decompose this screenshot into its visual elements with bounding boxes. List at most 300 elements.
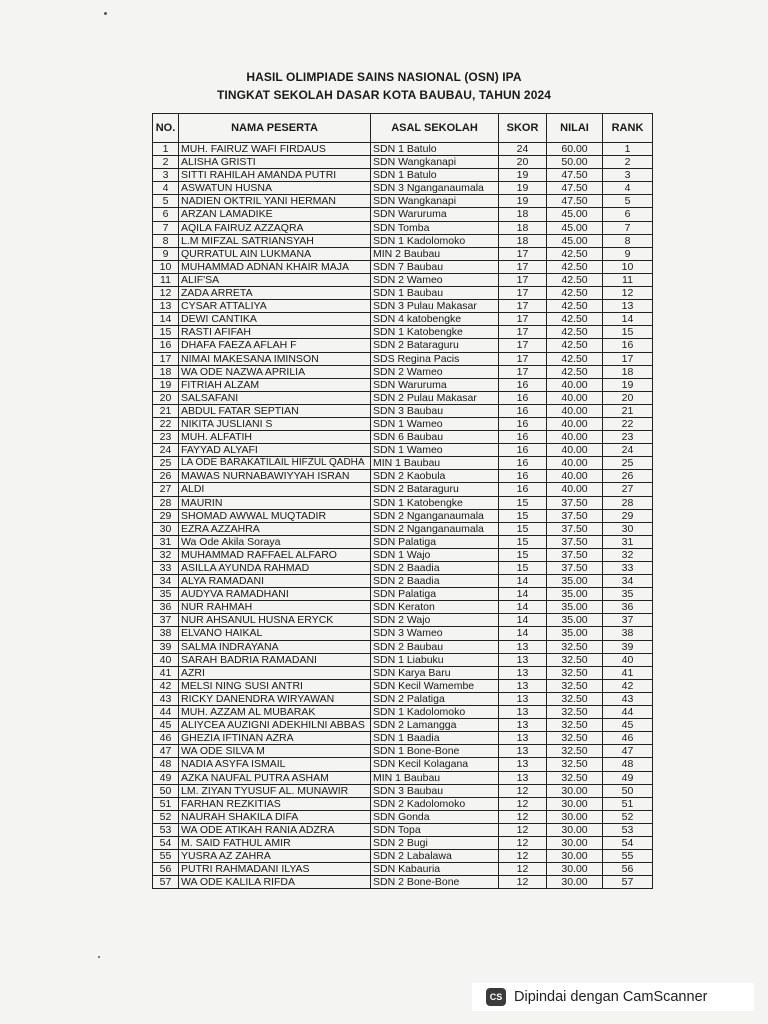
score-value: 16	[499, 404, 547, 417]
grade-value: 32.50	[547, 732, 603, 745]
row-number: 50	[153, 784, 179, 797]
grade-value: 40.00	[547, 391, 603, 404]
row-number: 30	[153, 522, 179, 535]
row-number: 5	[153, 195, 179, 208]
table-row	[153, 732, 653, 745]
participant-name: MAURIN	[179, 496, 371, 509]
score-value: 18	[499, 208, 547, 221]
grade-value: 42.50	[547, 287, 603, 300]
rank-value: 23	[603, 431, 653, 444]
rank-value: 31	[603, 535, 653, 548]
row-number: 40	[153, 653, 179, 666]
participant-name: WA ODE SILVA M	[179, 745, 371, 758]
score-value: 13	[499, 771, 547, 784]
school-name: SDN 1 Bone-Bone	[371, 745, 499, 758]
score-value: 15	[499, 535, 547, 548]
participant-name: ALYA RAMADANI	[179, 575, 371, 588]
rank-value: 55	[603, 850, 653, 863]
row-number: 43	[153, 692, 179, 705]
score-value: 17	[499, 260, 547, 273]
row-number: 36	[153, 601, 179, 614]
rank-value: 25	[603, 457, 653, 470]
rank-value: 18	[603, 365, 653, 378]
table-row	[153, 483, 653, 496]
rank-value: 44	[603, 706, 653, 719]
table-row	[153, 195, 653, 208]
grade-value: 32.50	[547, 692, 603, 705]
row-number: 7	[153, 221, 179, 234]
score-value: 13	[499, 666, 547, 679]
table-row	[153, 850, 653, 863]
participant-name: ALIYCEA AUZIGNI ADEKHILNI ABBAS	[179, 719, 371, 732]
participant-name: GHEZIA IFTINAN AZRA	[179, 732, 371, 745]
row-number: 4	[153, 182, 179, 195]
row-number: 29	[153, 509, 179, 522]
grade-value: 30.00	[547, 797, 603, 810]
score-value: 18	[499, 221, 547, 234]
participant-name: SHOMAD AWWAL MUQTADIR	[179, 509, 371, 522]
row-number: 57	[153, 876, 179, 889]
table-row	[153, 601, 653, 614]
grade-value: 40.00	[547, 470, 603, 483]
score-value: 17	[499, 352, 547, 365]
participant-name: WA ODE NAZWA APRILIA	[179, 365, 371, 378]
grade-value: 50.00	[547, 156, 603, 169]
participant-name: ABDUL FATAR SEPTIAN	[179, 404, 371, 417]
row-number: 56	[153, 863, 179, 876]
row-number: 3	[153, 169, 179, 182]
school-name: SDN Kecil Kolagana	[371, 758, 499, 771]
score-value: 13	[499, 732, 547, 745]
row-number: 20	[153, 391, 179, 404]
grade-value: 37.50	[547, 548, 603, 561]
rank-value: 52	[603, 810, 653, 823]
grade-value: 37.50	[547, 509, 603, 522]
score-value: 17	[499, 247, 547, 260]
school-name: SDN 1 Katobengke	[371, 326, 499, 339]
table-row	[153, 234, 653, 247]
table-row	[153, 758, 653, 771]
school-name: SDN Wangkanapi	[371, 195, 499, 208]
table-row	[153, 666, 653, 679]
row-number: 12	[153, 287, 179, 300]
rank-value: 30	[603, 522, 653, 535]
participant-name: FAYYAD ALYAFI	[179, 444, 371, 457]
table-body	[153, 143, 653, 889]
grade-value: 42.50	[547, 326, 603, 339]
rank-value: 54	[603, 836, 653, 849]
school-name: SDN Waruruma	[371, 208, 499, 221]
school-name: SDN 2 Bataraguru	[371, 339, 499, 352]
school-name: SDN 1 Batulo	[371, 143, 499, 156]
header-score: SKOR	[499, 114, 547, 143]
grade-value: 32.50	[547, 706, 603, 719]
grade-value: 32.50	[547, 653, 603, 666]
grade-value: 45.00	[547, 208, 603, 221]
participant-name: SARAH BADRIA RAMADANI	[179, 653, 371, 666]
header-no: NO.	[153, 114, 179, 143]
participant-name: MELSI NING SUSI ANTRI	[179, 679, 371, 692]
school-name: SDN 1 Katobengke	[371, 496, 499, 509]
participant-name: MUH. FAIRUZ WAFI FIRDAUS	[179, 143, 371, 156]
school-name: MIN 1 Baubau	[371, 771, 499, 784]
participant-name: NIMAI MAKESANA IMINSON	[179, 352, 371, 365]
grade-value: 47.50	[547, 169, 603, 182]
row-number: 25	[153, 457, 179, 470]
table-row	[153, 208, 653, 221]
school-name: SDN Kabauria	[371, 863, 499, 876]
grade-value: 40.00	[547, 457, 603, 470]
participant-name: Wa Ode Akila Soraya	[179, 535, 371, 548]
table-row	[153, 719, 653, 732]
school-name: SDN 2 Bugi	[371, 836, 499, 849]
table-row	[153, 535, 653, 548]
grade-value: 42.50	[547, 313, 603, 326]
score-value: 13	[499, 640, 547, 653]
grade-value: 42.50	[547, 339, 603, 352]
score-value: 17	[499, 273, 547, 286]
row-number: 42	[153, 679, 179, 692]
rank-value: 19	[603, 378, 653, 391]
school-name: SDN 2 Wajo	[371, 614, 499, 627]
rank-value: 17	[603, 352, 653, 365]
school-name: SDN Gonda	[371, 810, 499, 823]
score-value: 16	[499, 391, 547, 404]
grade-value: 32.50	[547, 745, 603, 758]
row-number: 13	[153, 300, 179, 313]
row-number: 47	[153, 745, 179, 758]
grade-value: 47.50	[547, 182, 603, 195]
rank-value: 50	[603, 784, 653, 797]
grade-value: 40.00	[547, 378, 603, 391]
score-value: 13	[499, 706, 547, 719]
results-table	[152, 113, 653, 889]
participant-name: PUTRI RAHMADANI ILYAS	[179, 863, 371, 876]
grade-value: 42.50	[547, 273, 603, 286]
score-value: 13	[499, 692, 547, 705]
table-row	[153, 156, 653, 169]
table-row	[153, 273, 653, 286]
school-name: SDN 3 Pulau Makasar	[371, 300, 499, 313]
table-row	[153, 614, 653, 627]
rank-value: 41	[603, 666, 653, 679]
row-number: 44	[153, 706, 179, 719]
score-value: 13	[499, 758, 547, 771]
grade-value: 30.00	[547, 876, 603, 889]
participant-name: ALIF'SA	[179, 273, 371, 286]
rank-value: 7	[603, 221, 653, 234]
participant-name: MAWAS NURNABAWIYYAH ISRAN	[179, 470, 371, 483]
table-row	[153, 588, 653, 601]
row-number: 32	[153, 548, 179, 561]
participant-name: ALDI	[179, 483, 371, 496]
rank-value: 34	[603, 575, 653, 588]
participant-name: RASTI AFIFAH	[179, 326, 371, 339]
score-value: 14	[499, 601, 547, 614]
participant-name: MUHAMMAD RAFFAEL ALFARO	[179, 548, 371, 561]
participant-name: LM. ZIYAN TYUSUF AL. MUNAWIR	[179, 784, 371, 797]
rank-value: 36	[603, 601, 653, 614]
row-number: 35	[153, 588, 179, 601]
grade-value: 30.00	[547, 810, 603, 823]
score-value: 12	[499, 823, 547, 836]
table-row	[153, 548, 653, 561]
participant-name: ZADA ARRETA	[179, 287, 371, 300]
watermark-label: Dipindai dengan CamScanner	[514, 989, 708, 1005]
score-value: 14	[499, 575, 547, 588]
rank-value: 27	[603, 483, 653, 496]
school-name: SDN Topa	[371, 823, 499, 836]
grade-value: 42.50	[547, 352, 603, 365]
header-value: NILAI	[547, 114, 603, 143]
rank-value: 26	[603, 470, 653, 483]
school-name: SDN 2 Kadolomoko	[371, 797, 499, 810]
table-row	[153, 417, 653, 430]
row-number: 23	[153, 431, 179, 444]
table-row	[153, 313, 653, 326]
table-row	[153, 444, 653, 457]
grade-value: 30.00	[547, 850, 603, 863]
school-name: SDN Tomba	[371, 221, 499, 234]
score-value: 15	[499, 562, 547, 575]
rank-value: 5	[603, 195, 653, 208]
school-name: SDN 7 Baubau	[371, 260, 499, 273]
table-row	[153, 326, 653, 339]
grade-value: 30.00	[547, 823, 603, 836]
table-row	[153, 706, 653, 719]
score-value: 17	[499, 326, 547, 339]
grade-value: 42.50	[547, 247, 603, 260]
rank-value: 33	[603, 562, 653, 575]
participant-name: SALSAFANI	[179, 391, 371, 404]
table-row	[153, 457, 653, 470]
school-name: SDN 1 Baubau	[371, 287, 499, 300]
rank-value: 14	[603, 313, 653, 326]
row-number: 14	[153, 313, 179, 326]
rank-value: 48	[603, 758, 653, 771]
score-value: 12	[499, 797, 547, 810]
participant-name: DHAFA FAEZA AFLAH F	[179, 339, 371, 352]
table-row	[153, 627, 653, 640]
grade-value: 35.00	[547, 601, 603, 614]
participant-name: WA ODE ATIKAH RANIA ADZRA	[179, 823, 371, 836]
table-row	[153, 496, 653, 509]
table-row	[153, 365, 653, 378]
table-row	[153, 640, 653, 653]
score-value: 16	[499, 444, 547, 457]
score-value: 24	[499, 143, 547, 156]
rank-value: 4	[603, 182, 653, 195]
grade-value: 47.50	[547, 195, 603, 208]
score-value: 12	[499, 810, 547, 823]
row-number: 55	[153, 850, 179, 863]
school-name: SDN 2 Bone-Bone	[371, 876, 499, 889]
row-number: 39	[153, 640, 179, 653]
row-number: 8	[153, 234, 179, 247]
grade-value: 37.50	[547, 522, 603, 535]
table-row	[153, 247, 653, 260]
score-value: 15	[499, 509, 547, 522]
school-name: SDN 1 Wameo	[371, 444, 499, 457]
participant-name: MUH. ALFATIH	[179, 431, 371, 444]
participant-name: WA ODE KALILA RIFDA	[179, 876, 371, 889]
grade-value: 32.50	[547, 666, 603, 679]
school-name: SDN Waruruma	[371, 378, 499, 391]
grade-value: 32.50	[547, 758, 603, 771]
score-value: 16	[499, 483, 547, 496]
grade-value: 30.00	[547, 836, 603, 849]
participant-name: L.M MIFZAL SATRIANSYAH	[179, 234, 371, 247]
rank-value: 9	[603, 247, 653, 260]
table-row	[153, 182, 653, 195]
table-row	[153, 339, 653, 352]
school-name: SDN Palatiga	[371, 588, 499, 601]
rank-value: 40	[603, 653, 653, 666]
table-row	[153, 823, 653, 836]
score-value: 12	[499, 863, 547, 876]
participant-name: ALISHA GRISTI	[179, 156, 371, 169]
rank-value: 53	[603, 823, 653, 836]
row-number: 37	[153, 614, 179, 627]
score-value: 16	[499, 457, 547, 470]
participant-name: ASWATUN HUSNA	[179, 182, 371, 195]
participant-name: AUDYVA RAMADHANI	[179, 588, 371, 601]
grade-value: 37.50	[547, 535, 603, 548]
rank-value: 56	[603, 863, 653, 876]
participant-name: FARHAN REZKITIAS	[179, 797, 371, 810]
grade-value: 32.50	[547, 640, 603, 653]
participant-name: NUR AHSANUL HUSNA ERYCK	[179, 614, 371, 627]
row-number: 49	[153, 771, 179, 784]
table-row	[153, 509, 653, 522]
participant-name: FITRIAH ALZAM	[179, 378, 371, 391]
participant-name: NAURAH SHAKILA DIFA	[179, 810, 371, 823]
document-title: HASIL OLIMPIADE SAINS NASIONAL (OSN) IPA	[246, 70, 522, 84]
header-name: NAMA PESERTA	[179, 114, 371, 143]
row-number: 16	[153, 339, 179, 352]
grade-value: 45.00	[547, 221, 603, 234]
rank-value: 11	[603, 273, 653, 286]
row-number: 54	[153, 836, 179, 849]
participant-name: NIKITA JUSLIANI S	[179, 417, 371, 430]
grade-value: 35.00	[547, 614, 603, 627]
school-name: SDN Kecil Wamembe	[371, 679, 499, 692]
rank-value: 57	[603, 876, 653, 889]
row-number: 19	[153, 378, 179, 391]
row-number: 24	[153, 444, 179, 457]
score-value: 13	[499, 745, 547, 758]
school-name: SDN 2 Wameo	[371, 365, 499, 378]
camscanner-watermark	[472, 983, 754, 1011]
score-value: 13	[499, 653, 547, 666]
grade-value: 40.00	[547, 483, 603, 496]
participant-name: SITTI RAHILAH AMANDA PUTRI	[179, 169, 371, 182]
camscanner-icon: CS	[486, 988, 506, 1006]
table-row	[153, 771, 653, 784]
participant-name: M. SAID FATHUL AMIR	[179, 836, 371, 849]
school-name: SDN 3 Nganganaumala	[371, 182, 499, 195]
school-name: SDN 2 Pulau Makasar	[371, 391, 499, 404]
rank-value: 16	[603, 339, 653, 352]
row-number: 34	[153, 575, 179, 588]
score-value: 17	[499, 339, 547, 352]
grade-value: 32.50	[547, 719, 603, 732]
table-row	[153, 143, 653, 156]
row-number: 22	[153, 417, 179, 430]
table-row	[153, 797, 653, 810]
school-name: MIN 1 Baubau	[371, 457, 499, 470]
school-name: SDN Karya Baru	[371, 666, 499, 679]
rank-value: 24	[603, 444, 653, 457]
table-row	[153, 863, 653, 876]
row-number: 28	[153, 496, 179, 509]
score-value: 15	[499, 548, 547, 561]
grade-value: 40.00	[547, 431, 603, 444]
score-value: 20	[499, 156, 547, 169]
participant-name: RICKY DANENDRA WIRYAWAN	[179, 692, 371, 705]
grade-value: 35.00	[547, 627, 603, 640]
score-value: 13	[499, 719, 547, 732]
rank-value: 3	[603, 169, 653, 182]
rank-value: 46	[603, 732, 653, 745]
score-value: 16	[499, 417, 547, 430]
row-number: 10	[153, 260, 179, 273]
table-row	[153, 260, 653, 273]
score-value: 15	[499, 496, 547, 509]
participant-name: QURRATUL AIN LUKMANA	[179, 247, 371, 260]
rank-value: 39	[603, 640, 653, 653]
score-value: 12	[499, 784, 547, 797]
table-row	[153, 352, 653, 365]
document-subtitle: TINGKAT SEKOLAH DASAR KOTA BAUBAU, TAHUN 2024	[216, 88, 552, 102]
row-number: 9	[153, 247, 179, 260]
school-name: SDN Wangkanapi	[371, 156, 499, 169]
table-row	[153, 745, 653, 758]
rank-value: 2	[603, 156, 653, 169]
table-row	[153, 378, 653, 391]
score-value: 13	[499, 679, 547, 692]
school-name: SDN 4 katobengke	[371, 313, 499, 326]
table-row	[153, 653, 653, 666]
school-name: SDN 1 Kadolomoko	[371, 234, 499, 247]
school-name: SDN 2 Nganganaumala	[371, 522, 499, 535]
row-number: 2	[153, 156, 179, 169]
grade-value: 37.50	[547, 496, 603, 509]
table-header-row	[153, 114, 653, 143]
participant-name: NUR RAHMAH	[179, 601, 371, 614]
school-name: SDN Palatiga	[371, 535, 499, 548]
participant-name: DEWI CANTIKA	[179, 313, 371, 326]
participant-name: AQILA FAIRUZ AZZAQRA	[179, 221, 371, 234]
rank-value: 22	[603, 417, 653, 430]
grade-value: 30.00	[547, 863, 603, 876]
school-name: SDN 1 Liabuku	[371, 653, 499, 666]
participant-name: SALMA INDRAYANA	[179, 640, 371, 653]
row-number: 46	[153, 732, 179, 745]
rank-value: 10	[603, 260, 653, 273]
score-value: 17	[499, 287, 547, 300]
school-name: SDN 2 Baadia	[371, 575, 499, 588]
row-number: 11	[153, 273, 179, 286]
score-value: 17	[499, 365, 547, 378]
row-number: 18	[153, 365, 179, 378]
participant-name: ELVANO HAIKAL	[179, 627, 371, 640]
rank-value: 43	[603, 692, 653, 705]
header-rank: RANK	[603, 114, 653, 143]
school-name: SDS Regina Pacis	[371, 352, 499, 365]
participant-name: NADIEN OKTRIL YANI HERMAN	[179, 195, 371, 208]
school-name: SDN 2 Lamangga	[371, 719, 499, 732]
